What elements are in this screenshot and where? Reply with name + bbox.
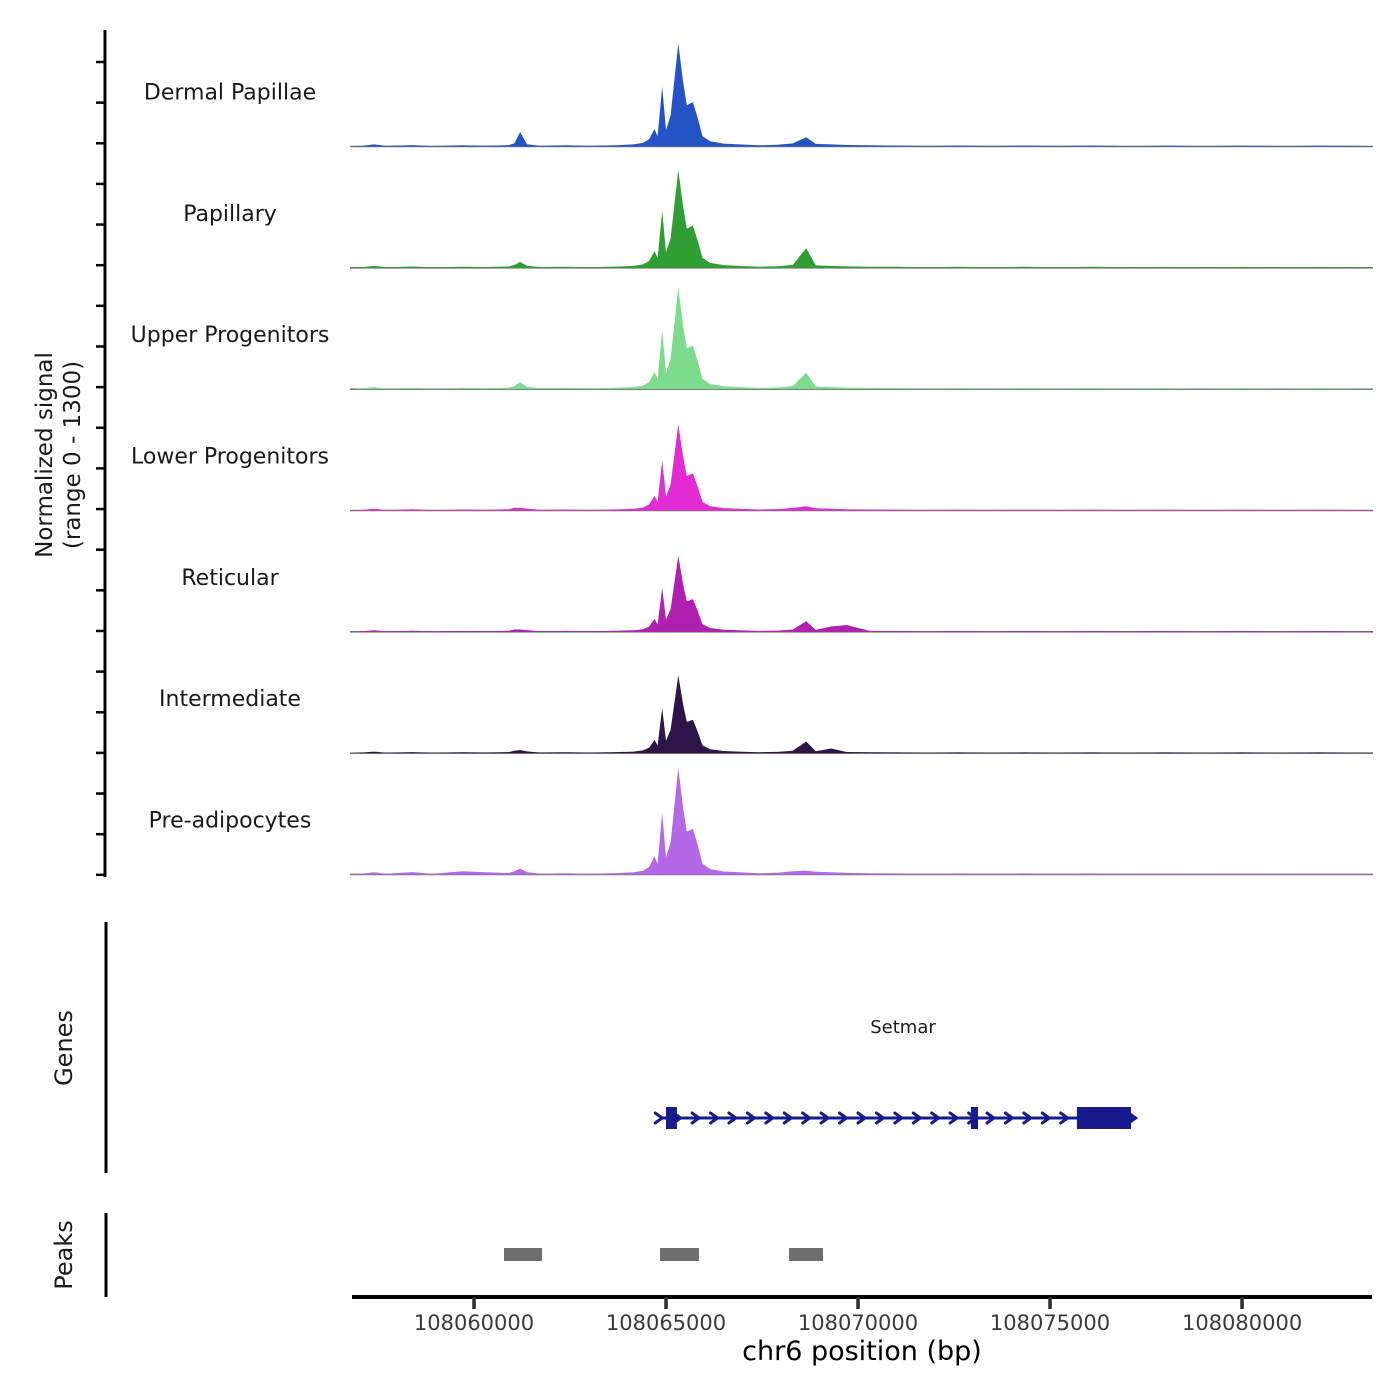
- peak-interval-box: [504, 1248, 542, 1261]
- peak-interval-box: [660, 1248, 699, 1261]
- x-tick-label: 108060000: [413, 1311, 535, 1335]
- track-label: Reticular: [181, 565, 279, 591]
- gene-exon: [1077, 1107, 1131, 1129]
- gene-name-label: Setmar: [870, 1017, 936, 1038]
- x-tick-label: 108075000: [989, 1311, 1111, 1335]
- track-label: Upper Progenitors: [130, 323, 330, 349]
- genes-section-label: Genes: [50, 1010, 78, 1086]
- gene-exon: [971, 1107, 978, 1129]
- peak-interval-box: [789, 1248, 823, 1261]
- track-label: Lower Progenitors: [131, 444, 329, 470]
- x-tick-label: 108080000: [1181, 1311, 1303, 1335]
- track-label: Dermal Papillae: [143, 80, 317, 106]
- x-tick-label: 108070000: [797, 1311, 919, 1335]
- track-label: Pre-adipocytes: [148, 808, 312, 834]
- y-axis-label-line2: (range 0 - 1300): [60, 360, 86, 550]
- peaks-section-label: Peaks: [50, 1220, 78, 1290]
- track-label: Intermediate: [159, 687, 301, 713]
- track-label: Papillary: [183, 201, 277, 227]
- gene-exon: [666, 1107, 677, 1129]
- x-axis-title: chr6 position (bp): [742, 1336, 982, 1367]
- y-axis-label-line1: Normalized signal: [32, 352, 58, 558]
- x-tick-label: 108065000: [605, 1311, 727, 1335]
